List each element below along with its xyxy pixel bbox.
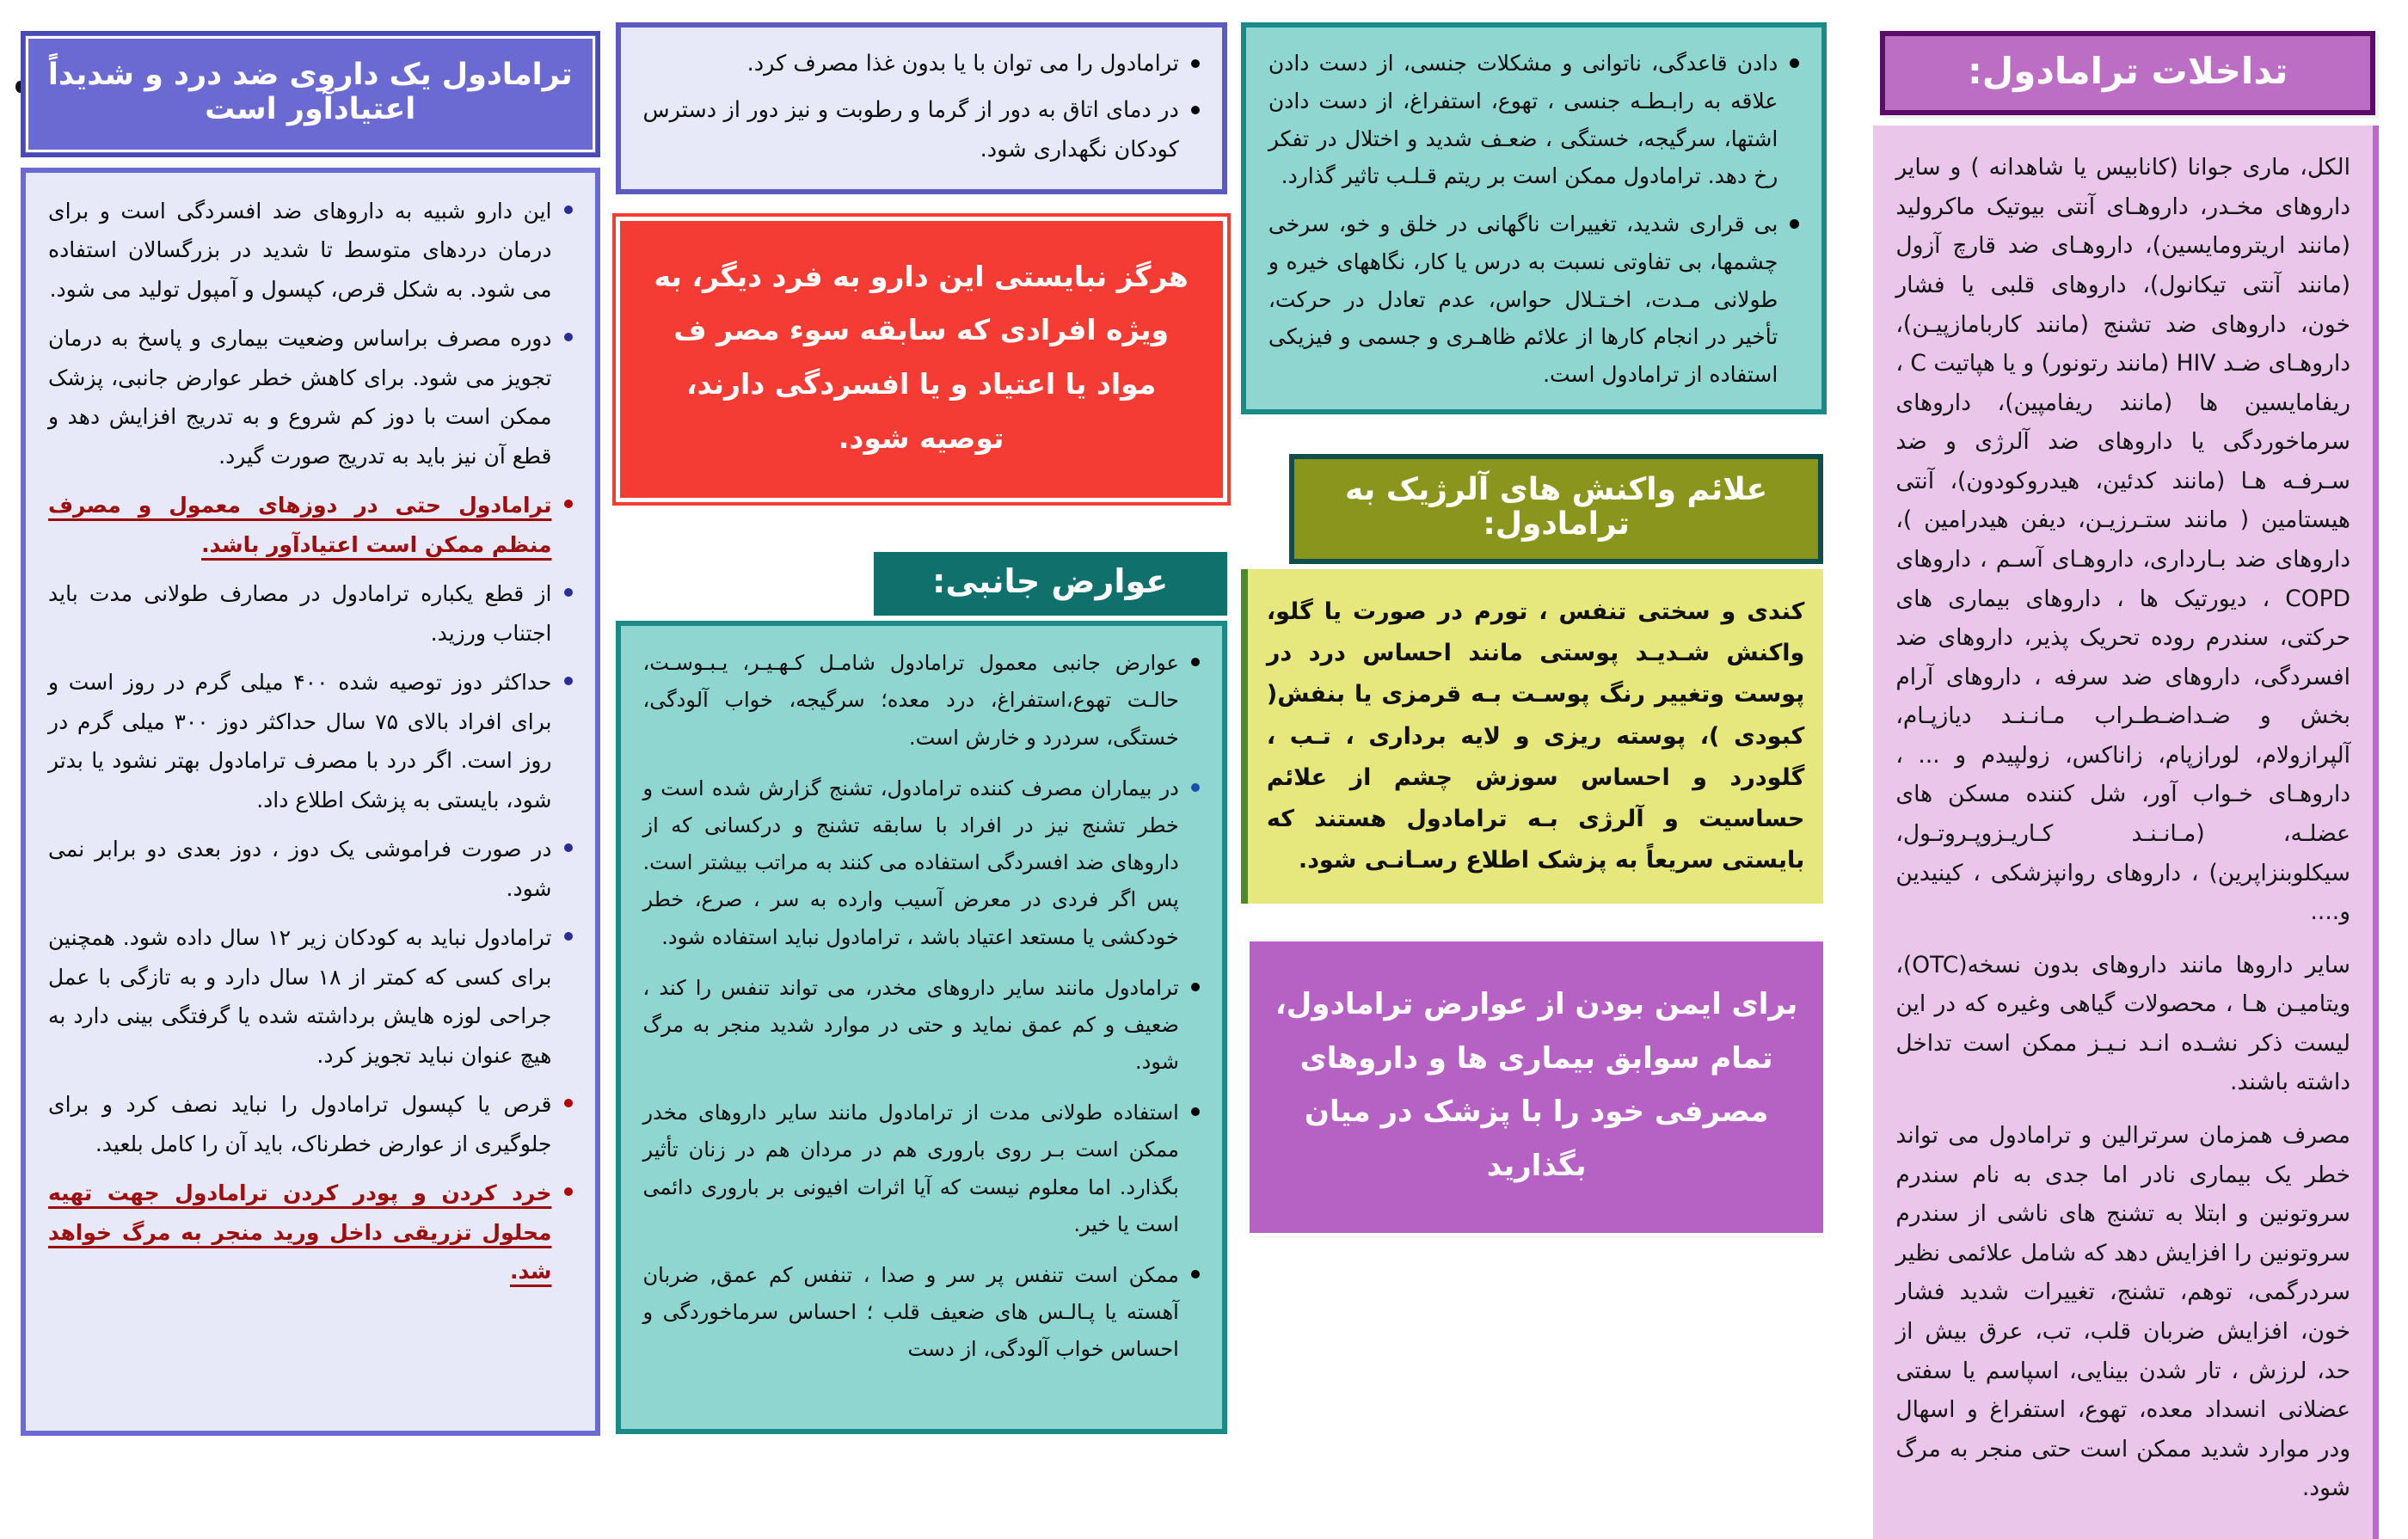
bullet-dot-icon — [1191, 1107, 1200, 1116]
intro-text: از قطع یکباره ترامادول در مصارف طولانی مدت باید اجتناب ورزید. — [48, 581, 552, 646]
bullet-dot-icon — [564, 1099, 573, 1107]
list-item — [643, 645, 1200, 757]
bullet-dot-icon — [1191, 1270, 1200, 1278]
allergic-reactions-body: کندی و سختی تنفس ، تورم در صورت یا گلو، واکنش شـدیـد پوستی مانند احساس درد در پوست وتغییر رنگ پوسـت بـه قرمزی یا بنفش( کبودی )، پوسته ریزی و لایه برداری ، تـب ، گلودرد و احساس سوزش چشم از علائم حساسیت و آلرژی بـه ترامادول هستند که بایستی سریعاً به پزشک اطلاع رسـانـی شود. — [1241, 569, 1823, 903]
list-item — [643, 45, 1200, 84]
list-item — [48, 319, 573, 475]
storage-text: در دمای اتاق به دور از گرما و رطوبت و نیز دور از دسترس کودکان نگهداری شود. — [642, 96, 1179, 162]
interactions-paragraph: الکل، ماری جوانا (کانابیس یا شاهدانه ) و سایر داروهای مخـدر، داروهـای آنتی بیوتیک ماکرولید (مانند اریترومایسین)، داروهـای ضد قارچ آزول (مانند آنتی تیکانول)، داروهای قلبی یا فشار خون، داروهای ضد تشنج (مانند کاربامازپیـن)، داروهـای ضـد HIV (مانند رتونور) و یا هپاتیت C ، ریفامایسین ها (مانند ریفامپین)، داروهای سرماخوردگی یا داروهای ضد آلرژی و ضد سـرفـه هـا (مانند کدئین، هیدروکودون)، آنتی هیستامین ( مانند ستـرزیـن، دیفن هیدرامین )، داروهای ضد بـارداری، داروهـای آسـم ، داروهای COPD ، دیورتیک ها ، داروهای بیماری های حرکتی، سندرم روده تحریک پذیر، داروهای ضد افسردگی، داروهای ضد سرفه ، داروهای آرام بخش و ضـداضـطـراب مـانـنـد دیازپـام، آلپرازولام، لورازپام، زاناکس، زولپیدم و ... ، داروهـای خـواب آور، شل کننده مسکن های عضلـه، (مـانـنـد کـاریـزوپـروتـول، سیکلوبنزاپرین) ، داروهای روانپزشکی ، کینیدین و.... — [1895, 154, 2350, 926]
interactions-body — [1873, 126, 2379, 1539]
list-item — [48, 918, 573, 1075]
list-item — [48, 830, 573, 908]
side-effect-text: در بیماران مصرف کننده ترامادول، تشنج گزارش شده است و خطر تشنج نیز در افراد با سابقه تشنج و درکسانی که از داروهای ضد افسردگی استفاده می کنند به مراتب بیشتر است. پس اگر فردی در معرض آسیب وارده به سر ، صرع، خطر خودکشی یا مستعد اعتیاد باشد ، ترامادول نباید استفاده شود. — [642, 776, 1179, 949]
side-effects-body — [616, 621, 1227, 1434]
list-item — [643, 970, 1200, 1082]
interactions-paragraph: مصرف همزمان سرترالین و ترامادول می تواند خطر یک بیماری نادر اما جدی به نام سندرم سروتونین و ابتلا به تشنج های ناشی از سندرم سروتونین را افزایش دهد که شامل علائمی نظیر سردرگمی، توهم، تشنج، تغییرات شدید فشار خون، افزایش ضربان قلب، تب، عرق بیش از حد، لرزش ، تار شدن بینایی، اسپاسم یا سفتی عضلانی انسداد معده، تهوع، استفراغ و اسهال ودر موارد شدید ممکن است حتی منجر به مرگ شود. — [1895, 1122, 2350, 1502]
list-item — [1268, 205, 1799, 394]
injection-death-warning-text: خرد کردن و پودر کردن ترامادول جهت تهیه محلول تزریقی داخل ورید منجر به مرگ خواهد شد. — [48, 1180, 552, 1284]
intro-text: قرص یا کپسول ترامادول را نباید نصف کرد و برای جلوگیری از عوارض خطرناک، باید آن را کامل بلعید. — [48, 1092, 552, 1156]
max-dose-text: حداکثر دوز توصیه شده ۴۰۰ میلی گرم در روز است و برای افراد بالای ۷۵ سال حداکثر دوز ۳۰۰ میلی گرم در روز است. اگر درد با مصرف ترامادول بهتر نشود یا بدتر شود، بایستی به پزشک اطلاع داد. — [48, 670, 552, 812]
bullet-dot-icon — [1790, 219, 1799, 229]
symptoms-panel — [1241, 22, 1827, 414]
list-item — [48, 486, 573, 564]
intro-text: این دارو شبیه به داروهای ضد افسردگی است و برای درمان دردهای متوسط تا شدید در بزرگسالان استفاده می شود. به شکل قرص، کپسول و آمپول تولید می شود. — [48, 198, 552, 302]
bullet-dot-icon — [564, 843, 573, 852]
list-item — [643, 770, 1200, 956]
allergic-reactions-heading: علائم واکنش های آلرژیک به ترامادول: — [1289, 454, 1823, 565]
list-item — [1268, 45, 1799, 195]
bullet-dot-icon — [564, 1187, 573, 1196]
bullet-dot-icon — [1191, 106, 1200, 114]
bullet-dot-icon — [564, 588, 573, 597]
symptoms-text: بی قراری شدید، تغییرات ناگهانی در خلق و خو، سرخی چشمها، بی تفاوتی نسبت به درس یا کار، نگاههای خیره و طولانی مـدت، اخـتـلال حواس، عدم تعادل در حرکت، تأخیر در انجام کارها از علائم ظاهـری و جسمی و فیزیکی استفاده از ترامادول است. — [1268, 212, 1778, 387]
bullet-dot-icon — [1191, 783, 1200, 792]
intro-body — [21, 168, 600, 1437]
storage-panel — [616, 22, 1227, 194]
poster-title: ترامادول یک داروی ضد درد و شدیداً اعتیادآور است — [21, 31, 600, 157]
list-item — [48, 1174, 573, 1291]
list-item — [643, 1094, 1200, 1243]
age-restriction-text: ترامادول نباید به کودکان زیر ۱۲ سال داده شود. همچنین برای کسی که کمتر از ۱۸ سال دارد و به تازگی با عمل جراحی لوزه هایش برداشته شده یا گرفتگی بینی دارد به هیچ عنوان نباید تجویز کرد. — [48, 925, 552, 1068]
bullet-dot-icon — [564, 500, 573, 508]
bullet-dot-icon — [1790, 58, 1799, 68]
bullet-dot-icon — [1191, 983, 1200, 991]
list-item — [643, 1257, 1200, 1369]
bullet-dot-icon — [1191, 658, 1200, 666]
addiction-warning-text: ترامادول حتی در دوزهای معمول و مصرف منظم ممکن است اعتیادآور باشد. — [48, 493, 552, 557]
list-item — [48, 663, 573, 819]
symptoms-text: دادن قاعدگی، ناتوانی و مشکلات جنسی، از دست دادن علاقه به رابـطـه جنسی ، تهوع، استفراغ، از دست دادن اشتها، سرگیجه، خستگی ، ضعـف شدید و اختلال در تفکر رخ دهد. ترامادول ممکن است بر ریتم قـلـب تاثیر گذارد. — [1268, 51, 1778, 189]
list-item — [48, 574, 573, 653]
side-effect-text: ممکن است تنفس پر سر و صدا ، تنفس کم عمق, ضربان آهسته یا پـالـس های ضعیف قلب ؛ احساس سرماخوردگی و احساس خواب آلودگی، از دست — [642, 1263, 1179, 1362]
bullet-dot-icon — [564, 205, 573, 214]
interactions-heading: تداخلات ترامادول: — [1880, 31, 2375, 115]
storage-text: ترامادول را می توان با یا بدون غذا مصرف کرد. — [746, 51, 1179, 77]
side-effect-text: ترامادول مانند سایر داروهای مخدر، می تواند تنفس را کند ، ضعیف و کم عمق نماید و حتی در موارد شدید منجر به مرگ شود. — [642, 975, 1179, 1075]
storage-side-effects-column — [609, 12, 1234, 1450]
side-effects-heading: عوارض جانبی: — [874, 552, 1227, 616]
bullet-dot-icon — [564, 677, 573, 685]
list-item — [643, 91, 1200, 170]
doctor-advice-box: برای ایمن بودن از عوارض ترامادول، تمام سوابق بیماری ها و داروهای مصرفی خود را با پزشک در میان بگذارید — [1250, 941, 1823, 1234]
intro-text: در صورت فراموشی یک دوز ، دوز بعدی دو برابر نمی شود. — [48, 837, 552, 901]
list-item — [48, 1085, 573, 1163]
interactions-paragraph: سایر داروها مانند داروهای بدون نسخه(OTC)، ویتامیـن هـا ، محصولات گیاهی وغیره که در این لیست ذکر نشـده انـد نـیـز ممکن است تداخل داشته باشند. — [1895, 951, 2350, 1096]
intro-text: دوره مصرف براساس وضعیت بیماری و پاسخ به درمان تجویز می شود. برای کاهش خطر عوارض جانبی، پزشک ممکن است با دوز کم شروع و به تدریج افزایش دهد و قطع آن نیز باید به تدریج صورت گیرد. — [48, 326, 552, 469]
bullet-dot-icon — [564, 333, 573, 341]
list-item — [48, 192, 573, 310]
symptoms-allergy-column — [1234, 12, 1834, 1450]
interactions-column — [1834, 12, 2399, 1502]
bullet-dot-icon — [1191, 59, 1200, 68]
never-share-warning-box: هرگز نبایستی این دارو به فرد دیگر، به ویژه افرادی که سابقه سوء مصر ف مواد یا اعتیاد و یا افسردگی دارند، توصیه شود. — [616, 217, 1227, 503]
side-effect-text: استفاده طولانی مدت از ترامادول مانند سایر داروهای مخدر ممکن است بـر روی باروری هم در مردان هم در زنان تأثیر بگذارد. اما معلوم نیست که آیا اثرات افیونی بر باروری دائمی است یا خیر. — [642, 1101, 1179, 1236]
side-effect-text: عوارض جانبی معمول ترامادول شامـل کـهـیـر، یـبـوسـت، حالـت تهوع،استفراغ، درد معده؛ سرگیجه، خواب آلودگی، خستگی، سردرد و خارش است. — [642, 651, 1179, 750]
bullet-dot-icon — [564, 932, 573, 941]
intro-dosage-column — [9, 12, 609, 1450]
